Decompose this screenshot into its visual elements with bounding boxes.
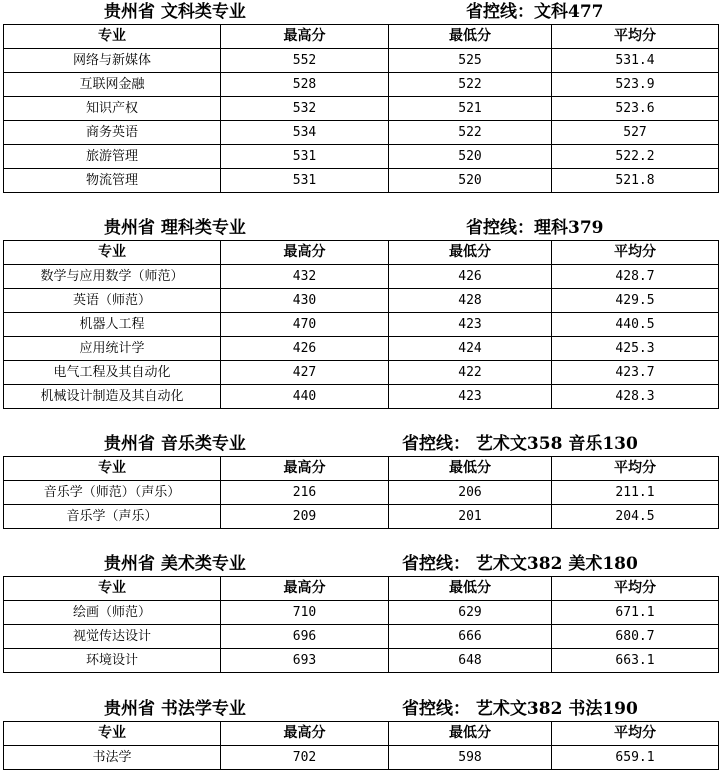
cell-major: 机器人工程	[4, 313, 221, 337]
table-row	[4, 481, 719, 505]
cell-major: 应用统计学	[4, 337, 221, 361]
cell-major: 电气工程及其自动化	[4, 361, 221, 385]
cell-max: 432	[221, 265, 389, 289]
header-min: 最低分	[389, 457, 552, 481]
header-max: 最高分	[221, 722, 389, 746]
cell-avg: 440.5	[552, 313, 719, 337]
cell-min: 201	[389, 505, 552, 529]
section-control-line: 省控线：文科477	[466, 2, 604, 22]
cell-avg: 429.5	[552, 289, 719, 313]
table-row	[4, 625, 719, 649]
cell-min: 629	[389, 601, 552, 625]
cell-major: 音乐学（师范）（声乐）	[4, 481, 221, 505]
score-table-arts	[3, 24, 719, 193]
table-row	[4, 265, 719, 289]
section-province: 贵州省 书法学专业	[104, 699, 246, 719]
cell-avg: 521.8	[552, 169, 719, 193]
header-major: 专业	[4, 577, 221, 601]
cell-avg: 531.4	[552, 49, 719, 73]
cell-max: 702	[221, 746, 389, 770]
cell-major: 数学与应用数学（师范）	[4, 265, 221, 289]
section-title-fine-arts	[0, 552, 719, 576]
cell-max: 531	[221, 169, 389, 193]
header-min: 最低分	[389, 25, 552, 49]
header-avg: 平均分	[552, 25, 719, 49]
section-province: 贵州省 理科类专业	[104, 218, 246, 238]
cell-min: 598	[389, 746, 552, 770]
section-province: 贵州省 美术类专业	[104, 554, 246, 574]
score-table-calligraphy	[3, 721, 719, 770]
cell-avg: 204.5	[552, 505, 719, 529]
header-major: 专业	[4, 25, 221, 49]
cell-max: 531	[221, 145, 389, 169]
header-max: 最高分	[221, 25, 389, 49]
table-row	[4, 97, 719, 121]
cell-min: 666	[389, 625, 552, 649]
section-province: 贵州省 文科类专业	[104, 2, 246, 22]
cell-max: 696	[221, 625, 389, 649]
header-max: 最高分	[221, 457, 389, 481]
cell-min: 428	[389, 289, 552, 313]
cell-min: 426	[389, 265, 552, 289]
table-row	[4, 746, 719, 770]
cell-major: 机械设计制造及其自动化	[4, 385, 221, 409]
cell-max: 216	[221, 481, 389, 505]
cell-avg: 523.6	[552, 97, 719, 121]
cell-major: 互联网金融	[4, 73, 221, 97]
cell-avg: 671.1	[552, 601, 719, 625]
cell-avg: 659.1	[552, 746, 719, 770]
cell-major: 知识产权	[4, 97, 221, 121]
score-table-science	[3, 240, 719, 409]
section-title-science	[0, 216, 719, 240]
table-header-row	[4, 25, 719, 49]
section-control-line: 省控线：理科379	[466, 218, 604, 238]
cell-max: 470	[221, 313, 389, 337]
cell-major: 旅游管理	[4, 145, 221, 169]
cell-major: 书法学	[4, 746, 221, 770]
header-max: 最高分	[221, 241, 389, 265]
cell-min: 206	[389, 481, 552, 505]
cell-avg: 425.3	[552, 337, 719, 361]
cell-min: 423	[389, 385, 552, 409]
cell-max: 532	[221, 97, 389, 121]
header-avg: 平均分	[552, 577, 719, 601]
header-avg: 平均分	[552, 722, 719, 746]
section-control-line: 省控线： 艺术文382 美术180	[402, 554, 638, 574]
cell-avg: 663.1	[552, 649, 719, 673]
cell-avg: 423.7	[552, 361, 719, 385]
section-control-line: 省控线： 艺术文382 书法190	[402, 699, 638, 719]
cell-min: 422	[389, 361, 552, 385]
cell-avg: 680.7	[552, 625, 719, 649]
table-row	[4, 649, 719, 673]
cell-min: 423	[389, 313, 552, 337]
table-header-row	[4, 722, 719, 746]
table-row	[4, 361, 719, 385]
cell-major: 商务英语	[4, 121, 221, 145]
cell-min: 522	[389, 121, 552, 145]
score-table-music	[3, 456, 719, 529]
score-table-fine-arts	[3, 576, 719, 673]
cell-avg: 523.9	[552, 73, 719, 97]
table-row	[4, 289, 719, 313]
cell-max: 440	[221, 385, 389, 409]
table-header-row	[4, 241, 719, 265]
table-row	[4, 385, 719, 409]
cell-major: 绘画（师范）	[4, 601, 221, 625]
section-title-music	[0, 432, 719, 456]
cell-max: 693	[221, 649, 389, 673]
header-min: 最低分	[389, 577, 552, 601]
section-control-line: 省控线： 艺术文358 音乐130	[402, 434, 638, 454]
cell-min: 424	[389, 337, 552, 361]
header-max: 最高分	[221, 577, 389, 601]
cell-min: 648	[389, 649, 552, 673]
cell-min: 522	[389, 73, 552, 97]
cell-min: 525	[389, 49, 552, 73]
cell-max: 528	[221, 73, 389, 97]
cell-min: 520	[389, 169, 552, 193]
table-header-row	[4, 457, 719, 481]
header-avg: 平均分	[552, 241, 719, 265]
section-title-arts	[0, 0, 719, 24]
cell-avg: 428.3	[552, 385, 719, 409]
cell-avg: 428.7	[552, 265, 719, 289]
cell-major: 视觉传达设计	[4, 625, 221, 649]
section-province: 贵州省 音乐类专业	[104, 434, 246, 454]
cell-max: 426	[221, 337, 389, 361]
section-title-calligraphy	[0, 697, 719, 721]
cell-avg: 522.2	[552, 145, 719, 169]
header-major: 专业	[4, 241, 221, 265]
table-header-row	[4, 577, 719, 601]
cell-min: 521	[389, 97, 552, 121]
cell-major: 网络与新媒体	[4, 49, 221, 73]
cell-major: 音乐学（声乐）	[4, 505, 221, 529]
header-major: 专业	[4, 722, 221, 746]
table-row	[4, 313, 719, 337]
table-row	[4, 601, 719, 625]
cell-major: 英语（师范）	[4, 289, 221, 313]
table-row	[4, 145, 719, 169]
cell-major: 环境设计	[4, 649, 221, 673]
table-row	[4, 49, 719, 73]
cell-avg: 527	[552, 121, 719, 145]
table-row	[4, 73, 719, 97]
cell-major: 物流管理	[4, 169, 221, 193]
cell-max: 710	[221, 601, 389, 625]
cell-max: 534	[221, 121, 389, 145]
header-min: 最低分	[389, 722, 552, 746]
table-row	[4, 121, 719, 145]
header-avg: 平均分	[552, 457, 719, 481]
cell-max: 430	[221, 289, 389, 313]
header-min: 最低分	[389, 241, 552, 265]
cell-avg: 211.1	[552, 481, 719, 505]
cell-max: 427	[221, 361, 389, 385]
cell-max: 209	[221, 505, 389, 529]
table-row	[4, 337, 719, 361]
table-row	[4, 169, 719, 193]
cell-min: 520	[389, 145, 552, 169]
table-row	[4, 505, 719, 529]
header-major: 专业	[4, 457, 221, 481]
cell-max: 552	[221, 49, 389, 73]
